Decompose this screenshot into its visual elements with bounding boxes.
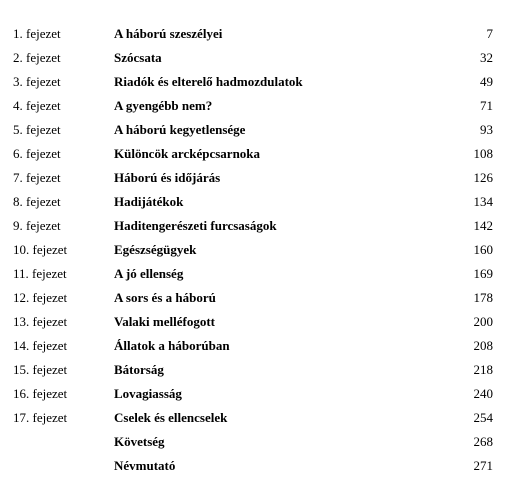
toc-row-3[interactable] [0, 70, 516, 94]
page-number: 268 [473, 434, 493, 449]
chapter-number: 8. fejezet [13, 194, 61, 209]
chapter-title: A háború szeszélyei [114, 26, 223, 41]
toc-row-4[interactable] [0, 94, 516, 118]
chapter-title: Névmutató [114, 458, 176, 473]
chapter-title: Lovagiasság [114, 386, 182, 401]
chapter-title: A sors és a háború [114, 290, 216, 305]
toc-row-17[interactable] [0, 406, 516, 430]
toc-row-10[interactable] [0, 238, 516, 262]
chapter-number: 7. fejezet [13, 170, 61, 185]
toc-row-5[interactable] [0, 118, 516, 142]
chapter-number: 10. fejezet [13, 242, 68, 257]
toc-row-7[interactable] [0, 166, 516, 190]
chapter-number: 1. fejezet [13, 26, 61, 41]
page-number: 169 [473, 266, 493, 281]
chapter-number: 3. fejezet [13, 74, 61, 89]
chapter-number: 14. fejezet [13, 338, 68, 353]
toc-row-9[interactable] [0, 214, 516, 238]
page-number: 142 [473, 218, 493, 233]
page-number: 200 [473, 314, 493, 329]
chapter-title: Cselek és ellencselek [114, 410, 228, 425]
toc-row-8[interactable] [0, 190, 516, 214]
page-number: 71 [480, 98, 493, 113]
chapter-title: Riadók és elterelő hadmozdulatok [114, 74, 303, 89]
page-number: 32 [480, 50, 493, 65]
table-of-contents [0, 22, 516, 478]
page-number: 160 [473, 242, 493, 257]
chapter-number: 11. fejezet [13, 266, 67, 281]
page-number: 108 [473, 146, 493, 161]
chapter-title: A jó ellenség [114, 266, 184, 281]
toc-row-12[interactable] [0, 286, 516, 310]
page-number: 134 [473, 194, 493, 209]
chapter-title: Hadijátékok [114, 194, 184, 209]
chapter-title: A háború kegyetlensége [114, 122, 246, 137]
chapter-title: Valaki melléfogott [114, 314, 215, 329]
chapter-number: 9. fejezet [13, 218, 61, 233]
toc-row-1[interactable] [0, 22, 516, 46]
chapter-title: Különcök arcképcsarnoka [114, 146, 261, 161]
chapter-number: 13. fejezet [13, 314, 68, 329]
page-number: 208 [473, 338, 493, 353]
page-number: 271 [473, 458, 493, 473]
chapter-number: 2. fejezet [13, 50, 61, 65]
page-number: 126 [473, 170, 493, 185]
toc-row-19[interactable] [0, 454, 516, 478]
chapter-number: 16. fejezet [13, 386, 68, 401]
page-number: 93 [480, 122, 493, 137]
chapter-number: 12. fejezet [13, 290, 68, 305]
page-number: 240 [473, 386, 493, 401]
chapter-title: Bátorság [114, 362, 164, 377]
page-number: 49 [480, 74, 493, 89]
toc-row-13[interactable] [0, 310, 516, 334]
chapter-title: Egészségügyek [114, 242, 197, 257]
page-number: 7 [486, 26, 493, 41]
toc-row-6[interactable] [0, 142, 516, 166]
toc-row-11[interactable] [0, 262, 516, 286]
chapter-title: Szócsata [114, 50, 162, 65]
chapter-number: 5. fejezet [13, 122, 61, 137]
toc-row-2[interactable] [0, 46, 516, 70]
chapter-number: 17. fejezet [13, 410, 68, 425]
page-number: 218 [473, 362, 493, 377]
toc-row-14[interactable] [0, 334, 516, 358]
toc-row-15[interactable] [0, 358, 516, 382]
chapter-title: Háború és időjárás [114, 170, 221, 185]
chapter-number: 6. fejezet [13, 146, 61, 161]
chapter-title: Követség [114, 434, 165, 449]
chapter-title: Haditengerészeti furcsaságok [114, 218, 277, 233]
page-number: 178 [473, 290, 493, 305]
toc-row-18[interactable] [0, 430, 516, 454]
chapter-number: 15. fejezet [13, 362, 68, 377]
chapter-number: 4. fejezet [13, 98, 61, 113]
chapter-title: A gyengébb nem? [114, 98, 213, 113]
chapter-title: Állatok a háborúban [114, 338, 230, 353]
page-number: 254 [473, 410, 493, 425]
toc-row-16[interactable] [0, 382, 516, 406]
